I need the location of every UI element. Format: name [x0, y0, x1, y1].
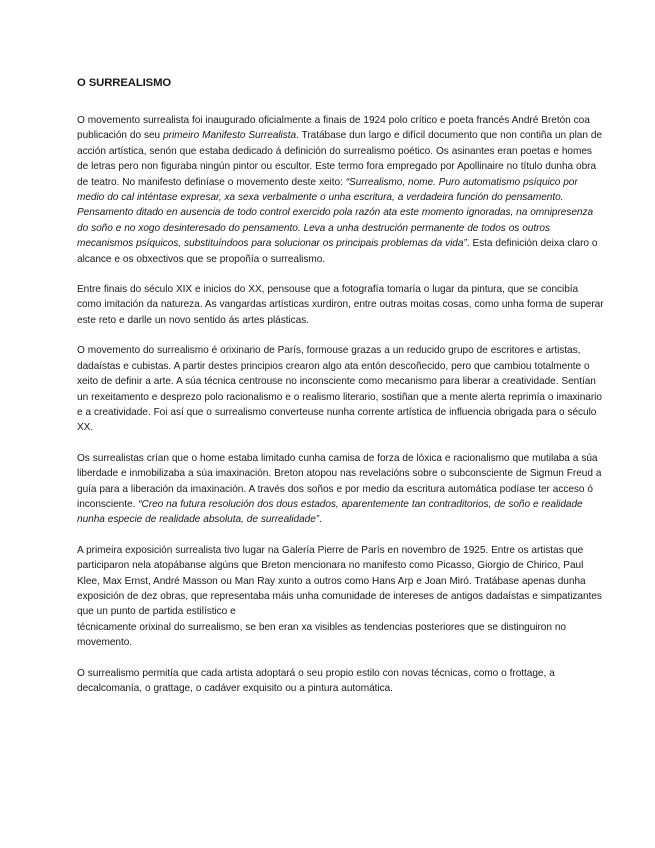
text-segment: Entre finais do século XIX e inicios do XX, pensouse que a fotografía tomaría o lugar da pintura, que se concibía como imitación da natureza. As vangardas artísticas xurdiron, entre outras moitas cosas, como unha forma de superar este reto e darlle un novo sentido ás artes plásticas.: [77, 284, 604, 326]
text-segment: .: [319, 514, 322, 526]
paragraph-5: [77, 543, 604, 651]
text-segment: A primeira exposición surrealista tivo lugar na Galería Pierre de París en novembro de 1925. Entre os artistas que participaron nela atopábanse algúns que Breton mencionara no manifesto como Picasso, Giorgio de Chirico, Paul Klee, Max Ernst, André Masson ou Man Ray xunto a outros como Hans Arp e Joan Miró. Tratábase apenas dunha exposición de dez obras, que representaba máis unha comunidade de intereses de antigos dadaístas e simpatizantes que un punto de partida estilístico e: [77, 544, 602, 618]
text-segment-italic: primeiro Manifesto Surrealista: [163, 130, 297, 142]
paragraph-3: [77, 343, 604, 435]
paragraph-4: [77, 451, 604, 528]
paragraph-1: [77, 113, 604, 267]
text-segment-italic: “Creo na futura resolución dos dous estados, aparentemente tan contraditorios, de soño e realidade nunha especie de realidade absoluta, de surrealidade”: [77, 498, 583, 526]
text-segment: técnicamente orixinal do surrealismo, se ben eran xa visibles as tendencias posteriores que se distinguiron no movemento.: [77, 621, 566, 649]
text-segment: . Tratábase dun largo e difícil documento que non contiña un plan de acción artística, senón que estaba dedicado á definición do surrealismo poético. Os asinantes eran poetas e homes de letras pero non figuraba ningún pintor ou escultor. Este termo fora empregado por Apollinaire no título dunha obra de teatro. No manifesto definíase o movemento deste xeito:: [77, 130, 603, 188]
text-segment: O movemento surrealista foi inaugurado oficialmente a finais de 1924 polo crítico e poeta francés André Bretón coa publicación do seu: [77, 115, 590, 142]
text-segment: O surrealismo permitía que cada artista adoptará o seu propio estilo con novas técnicas, como o frottage, a decalcomanía, o grattage, o cadáver exquisito ou a pintura automática.: [77, 667, 555, 694]
document-title: O SURREALISMO: [77, 77, 172, 89]
text-segment: Os surrealistas crían que o home estaba limitado cunha camisa de forza de lóxica e racionalismo que mutilaba a súa liberdade e inmobilizaba a súa imaxinación. Breton atopou nas revelacións sobre o subconsciente de Sigmun Freud a guía para a liberación da imaxinación. A través dos soños e por medio da escritura automática podíase ter acceso ó inconsciente.: [77, 452, 602, 510]
text-segment: . Esta definición deixa claro o alcance e os obxectivos que se propoñía o surrealismo.: [77, 238, 598, 265]
paragraph-6: [77, 666, 604, 697]
text-segment: O movemento do surrealismo é orixinario de París, formouse grazas a un reducido grupo de escritores e artistas, dadaístas e cubistas. A partir destes principios crearon algo ata entón descoñecido, pero que cambiou totalmente o xeito de definir a arte. A súa técnica centrouse no inconsciente como mecanismo para liberar a creatividade. Sentían un rexeitamento e desprezo polo racionalismo e o realismo literario, sostiñan que a mente alerta reprimía o imaxinario e a creatividade. Foi así que o surrealismo converteuse nunha corrente artística de influencia obrigada para o século XX.: [77, 345, 602, 434]
document-body: [77, 76, 604, 711]
text-segment-italic: “Surrealismo, nome. Puro automatismo psíquico por medio do cal inténtase expresar, xa sexa verbalmente o unha escritura, a verdadeira función do pensamento. Pensamento ditado en ausencia de todo control exercido pola razón ata este momento ignoradas, na omnipresenza do soño e no xogo desinteresado do pensamento. Leva a unha destrución permanente de todos os outros mecanismos psíquicos, substituíndoos para solucionar os principais problemas da vida”: [77, 176, 594, 250]
paragraph-2: [77, 282, 604, 328]
